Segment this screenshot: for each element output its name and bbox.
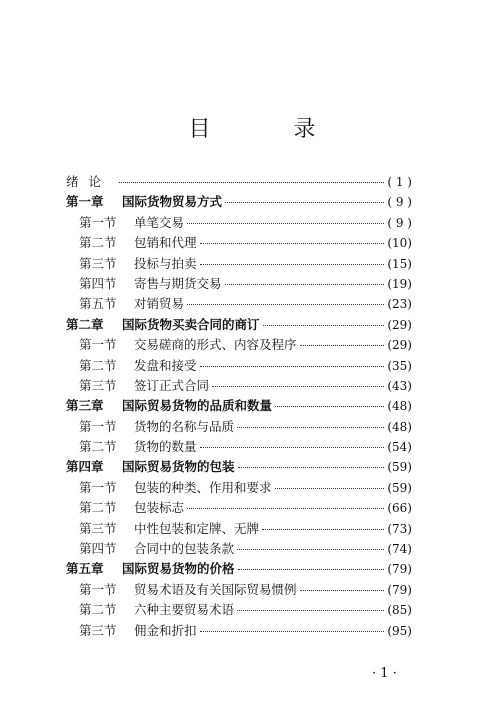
toc-entry-title: 货物的名称与品质 [134, 418, 235, 434]
dot-leader [200, 243, 385, 244]
toc-section-entry [66, 417, 412, 437]
toc-entry-number: 第三节 [79, 622, 117, 638]
toc-entry-page: (79) [387, 582, 412, 597]
dot-leader [300, 590, 385, 591]
dot-leader [263, 325, 385, 326]
page-number: · 1 · [372, 666, 397, 681]
toc-entry-number: 第一章 [66, 194, 104, 210]
toc-section-entry [66, 478, 412, 498]
dot-leader [237, 549, 384, 550]
dot-leader [200, 366, 385, 367]
toc-entry-title: 发盘和接受 [134, 357, 197, 373]
toc-intro-entry [66, 172, 412, 192]
toc-entry-title: 贸易术语及有关国际贸易惯例 [134, 581, 297, 597]
toc-entry-page: (74) [387, 542, 412, 557]
toc-entry-title: 国际贸易货物的品质和数量 [122, 398, 273, 414]
toc-entry-number: 第二节 [79, 357, 117, 373]
dot-leader [187, 508, 384, 509]
toc-section-entry [66, 519, 412, 539]
toc-entry-page: (10) [387, 236, 412, 251]
dot-leader [262, 529, 384, 530]
toc-section-entry [66, 254, 412, 274]
dot-leader [225, 284, 385, 285]
toc-section-entry [66, 539, 412, 559]
toc-entry-title: 国际货物买卖合同的商订 [122, 316, 260, 332]
toc-entry-page: (29) [387, 317, 412, 332]
dot-leader [200, 264, 385, 265]
toc-entry-number: 第四节 [79, 275, 117, 291]
toc-section-entry [66, 213, 412, 233]
toc-entry-page: ( 9 ) [387, 195, 412, 210]
toc-entry-page: (59) [387, 460, 412, 475]
toc-entry-page: ( 9 ) [387, 215, 412, 230]
toc-entry-title: 国际货物贸易方式 [122, 194, 223, 210]
toc-entry-title: 包装标志 [134, 500, 185, 516]
toc-section-entry [66, 498, 412, 518]
toc-entry-number: 第五章 [66, 561, 104, 577]
toc-entry-number: 第三章 [66, 398, 104, 414]
toc-entry-page: (79) [387, 562, 412, 577]
dot-leader [237, 610, 384, 611]
page-title: 目 录 [188, 117, 354, 142]
toc-entry-page: (35) [387, 358, 412, 373]
toc-entry-title: 寄售与期货交易 [134, 275, 222, 291]
toc-entry-title: 佣金和折扣 [134, 622, 197, 638]
dot-leader [187, 304, 384, 305]
toc-entry-title: 签订正式合同 [134, 377, 210, 393]
toc-entry-page: (85) [387, 603, 412, 618]
toc-section-entry [66, 356, 412, 376]
toc-entry-number: 第五节 [79, 296, 117, 312]
toc-entry-title: 单笔交易 [134, 214, 185, 230]
dot-leader [212, 386, 384, 387]
toc-entry-title: 包装的种类、作用和要求 [134, 479, 272, 495]
toc-entry-title: 国际贸易货物的价格 [122, 561, 235, 577]
toc-entry-page: (29) [387, 338, 412, 353]
toc-entry-page: (15) [387, 256, 412, 271]
toc-section-entry [66, 274, 412, 294]
toc-entry-page: (19) [387, 276, 412, 291]
toc-entry-number: 第二节 [79, 235, 117, 251]
toc-entry-page: (66) [387, 501, 412, 516]
toc-entry-page: (23) [387, 297, 412, 312]
toc-entry-page: (95) [387, 623, 412, 638]
toc-entry-title: 包销和代理 [134, 235, 197, 251]
toc-section-entry [66, 600, 412, 620]
toc-entry-title: 对销贸易 [134, 296, 185, 312]
toc-entry-number: 第二节 [79, 439, 117, 455]
dot-leader [300, 345, 385, 346]
toc-entry-page: (59) [387, 480, 412, 495]
toc-entry-page: (54) [387, 440, 412, 455]
toc-section-entry [66, 437, 412, 457]
toc-chapter-entry [66, 559, 412, 579]
toc-section-entry [66, 233, 412, 253]
dot-leader [200, 447, 385, 448]
toc-chapter-entry [66, 315, 412, 335]
toc-entry-page: (48) [387, 419, 412, 434]
toc-entry-title: 投标与拍卖 [134, 255, 197, 271]
dot-leader [238, 569, 385, 570]
toc-entry-page: ( 1 ) [387, 175, 412, 189]
toc-entry-number: 第四节 [79, 541, 117, 557]
toc-chapter-entry [66, 396, 412, 416]
toc-entry-page: (73) [387, 521, 412, 536]
toc-chapter-entry [66, 457, 412, 477]
toc-chapter-entry [66, 192, 412, 212]
toc-section-entry [66, 376, 412, 396]
toc-entry-number: 第二节 [79, 500, 117, 516]
toc-section-entry [66, 580, 412, 600]
toc-entry-number: 第三节 [79, 520, 117, 536]
toc-entry-page: (43) [387, 378, 412, 393]
toc-entry-number: 第一节 [79, 418, 117, 434]
toc-section-entry [66, 621, 412, 641]
dot-leader [119, 182, 384, 183]
dot-leader [238, 467, 385, 468]
toc-entry-title: 六种主要贸易术语 [134, 602, 235, 618]
dot-leader [225, 202, 384, 203]
toc-entry-number: 第三节 [79, 255, 117, 271]
toc-entry-title: 国际贸易货物的包装 [122, 459, 235, 475]
toc-entry-title: 货物的数量 [134, 439, 197, 455]
table-of-contents [66, 172, 412, 641]
dot-leader [275, 488, 385, 489]
toc-entry-number: 第一节 [79, 479, 117, 495]
dot-leader [200, 631, 385, 632]
toc-entry-page: (48) [387, 399, 412, 414]
toc-section-entry [66, 294, 412, 314]
toc-entry-title: 交易磋商的形式、内容及程序 [134, 337, 297, 353]
toc-entry-number: 第二章 [66, 316, 104, 332]
toc-entry-number: 第一节 [79, 214, 117, 230]
toc-entry-number: 第一节 [79, 581, 117, 597]
toc-entry-title: 中性包装和定牌、无牌 [134, 520, 260, 536]
toc-section-entry [66, 335, 412, 355]
toc-entry-number: 第一节 [79, 337, 117, 353]
toc-entry-number: 第二节 [79, 602, 117, 618]
toc-entry-number: 绪论 [66, 174, 112, 189]
toc-entry-number: 第四章 [66, 459, 104, 475]
dot-leader [237, 427, 384, 428]
toc-entry-number: 第三节 [79, 377, 117, 393]
dot-leader [275, 406, 384, 407]
dot-leader [187, 223, 384, 224]
toc-entry-title: 合同中的包装条款 [134, 541, 235, 557]
